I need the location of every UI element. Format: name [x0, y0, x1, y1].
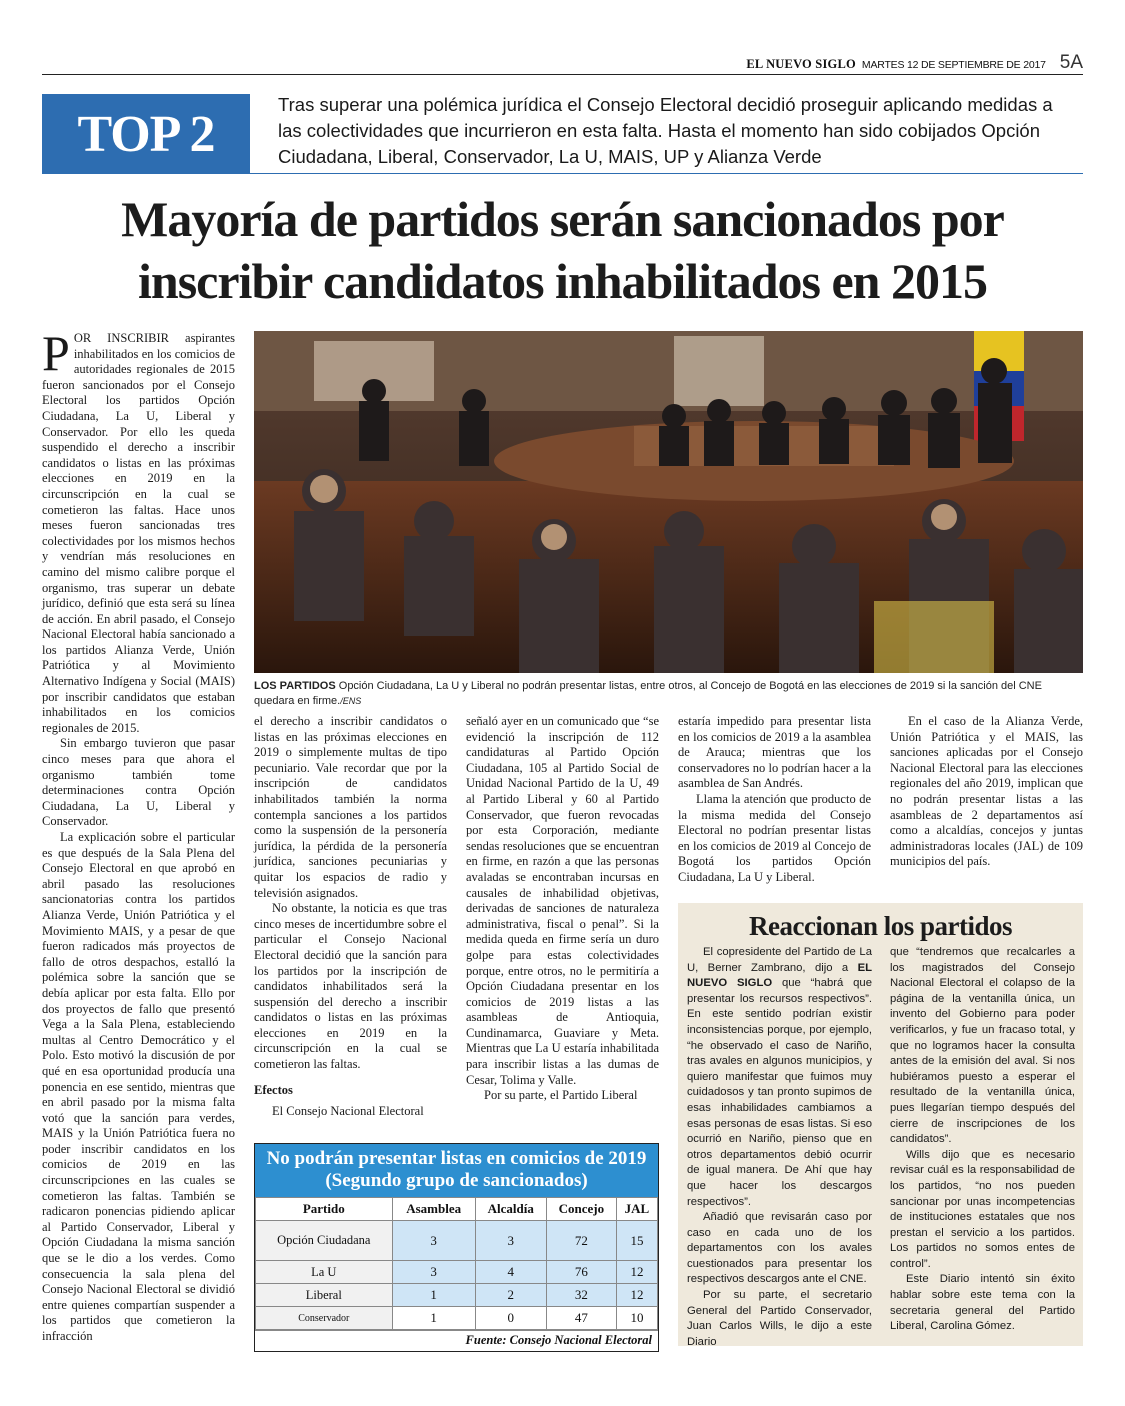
caption-text: Opción Ciudadana, La U y Liberal no podrán presentar listas, entre otros, al Concejo de Bogotá en las elecciones de 2019 si la sanción del CNE quedara en firme. [254, 680, 1042, 707]
value-cell: 3 [392, 1261, 475, 1284]
article-column-1 [42, 325, 236, 1345]
column-header: Partido [256, 1198, 393, 1221]
value-cell: 15 [616, 1221, 657, 1261]
sidebar-paragraph: Añadió que revisarán caso por caso en cada uno de los departamentos con los avales cuestionados para presentar los respectivos descargos ante el CNE. [687, 1211, 872, 1286]
article-paragraph: Por su parte, el Partido Liberal [484, 1088, 638, 1103]
caption-credit: /ENS [340, 695, 362, 706]
table-row [256, 1307, 658, 1330]
article-paragraph: estaría impedido para presentar lista en los comicios de 2019 a la asamblea de Arauca; mientras que los conservadores no lo podrían hacer a la asamblea de San Andrés. [678, 714, 871, 791]
caption-lead: LOS PARTIDOS [254, 680, 336, 692]
party-cell: Opción Ciudadana [256, 1221, 393, 1261]
value-cell: 12 [616, 1284, 657, 1307]
sidebar-paragraph: Este Diario intentó sin éxito hablar sobre este tema con la secretaria general del Partido Liberal, Carolina Gómez. [890, 1273, 1075, 1333]
table-source: Fuente: Consejo Nacional Electoral [255, 1330, 658, 1351]
article-paragraph: El Consejo Nacional Electoral [272, 1104, 424, 1119]
deck-rule [250, 173, 1083, 174]
value-cell: 12 [616, 1261, 657, 1284]
article-lead: OR INSCRIBIR [73, 331, 170, 345]
value-cell: 47 [546, 1307, 616, 1330]
party-cell: Conservador [256, 1307, 393, 1330]
sidebar-column-1 [687, 945, 872, 1350]
table-row [256, 1284, 658, 1307]
article-photo [254, 331, 1083, 673]
sidebar-column-2 [890, 945, 1075, 1335]
article-column-5 [890, 714, 1083, 870]
value-cell: 2 [475, 1284, 546, 1307]
header-rule [42, 74, 1083, 75]
column-header: Alcaldía [475, 1198, 546, 1221]
value-cell: 10 [616, 1307, 657, 1330]
value-cell: 32 [546, 1284, 616, 1307]
value-cell: 76 [546, 1261, 616, 1284]
article-paragraph: Sin embargo tuvieron que pasar cinco meses para que ahora el organismo también tome determinaciones contra Opción Ciudadana, La U, Liberal y Conservador. [42, 736, 235, 829]
article-column-4 [678, 714, 871, 886]
column-header: Asamblea [392, 1198, 475, 1221]
session-hall-photo [254, 331, 1083, 673]
value-cell: 1 [392, 1284, 475, 1307]
headline-line-2: inscribir candidatos inhabilitados en 2015 [138, 253, 987, 309]
value-cell: 4 [475, 1261, 546, 1284]
sidebar-paragraph: Wills dijo que es necesario revisar cuál es la responsabilidad de los partidos, “no nos pueden sancionar por unas incompetencias de instituciones estatales que nos prestan el servicio a los partidos. Los partidos no somos entes de control”. [890, 1148, 1075, 1270]
party-cell: La U [256, 1261, 393, 1284]
headline-line-1: Mayoría de partidos serán sancionados por [121, 191, 1004, 247]
section-label: TOP 2 [77, 105, 215, 163]
table-row [256, 1221, 658, 1261]
drop-cap: P [42, 325, 70, 381]
running-head [746, 52, 1083, 74]
article-paragraph: señaló ayer en un comunicado que “se evidenció la inscripción de 112 candidaturas al Partido Opción Ciudadana, 105 al Partido Social de Unidad Nacional Partido de la U, 49 al Partido Liberal y 60 al Partido Conservador, que fueron revocadas por esta Corporación, mediante sendas resoluciones que se encuentran en firme, en razón a que las personas avaladas se encontraban incursas en causales de inhabilidad objetivas, derivadas de sanciones de naturaleza administrativa, fiscal o penal”. Si la medida queda en firme sería un duro golpe para estas colectividades porque, entre otros, no le permitiría a Opción Ciudadana presentar en los comicios de 2019 listas a las asambleas de Antioquia, Cundinamarca, Guaviare y Meta. Mientras que La U estaría inhabilitada para inscribir listas a las dumas de Cesar, Tolima y Valle. [466, 714, 659, 1087]
value-cell: 3 [475, 1221, 546, 1261]
headline [42, 188, 1083, 312]
sidebar-paragraph: Por su parte, el secretario General del Partido Conservador, Juan Carlos Wills, le dijo a este Diario [687, 1289, 872, 1348]
section-label-box [42, 94, 250, 174]
party-cell: Liberal [256, 1284, 393, 1307]
article-paragraph: En el caso de la Alianza Verde, Unión Patriótica y el MAIS, las sanciones aplicadas por el Consejo Nacional Electoral para las elecciones regionales del año 2019, implican que no podrán presentar listas a las asambleas de 2 departamentos así como a alcaldías, concejos y juntas administradoras locales (JAL) de 109 municipios del país. [890, 714, 1083, 869]
value-cell: 3 [392, 1221, 475, 1261]
newspaper-name: EL NUEVO SIGLO [746, 57, 856, 71]
column-header: Concejo [546, 1198, 616, 1221]
article-subhead: Efectos [254, 1082, 293, 1097]
article-column-2 [254, 714, 447, 1120]
article-paragraph: No obstante, la noticia es que tras cinco meses de incertidumbre sobre el particular el Consejo Nacional Electoral decidió que la sanción para los partidos por la inscripción de candidatos inhabilitados será la suspensión del derecho a inscribir candidatos o listas en las próximas elecciones en 2019 en la circunscripción en la cual se cometieron las faltas. [254, 901, 447, 1072]
article-paragraph: La explicación sobre el particular es que después de la Sala Plena del Consejo Electoral en que aprobó en abril pasado las resoluciones sancionatorias contra los partidos Alianza Verde, Unión Patriótica y el Movimiento MAIS, y a pesar de que fueron radicados más proyectos de fallo de otros despachos, estalló la polémica sobre la sanción que se debía aplicar por esta falta. Ello por dos proyectos de fallo que presentó Vega a la Sala Plena, estableciendo multas al Centro Democrático y el Polo. Esto motivó la discusión de por qué en esa oportunidad producía una ponencia en ese sentido, mientras que en abril pasado por la misma falta votó que la sanción para verdes, MAIS y la Unión Patriótica fuera no poder inscribir candidatos en los comicios de 2019 en las circunscripciones en las cuales se cometieron las faltas. También se radicaron ponencias pidiendo aplicar al Partido Conservador, Liberal y Opción Ciudadana la misma sanción que se le dio a los verdes. Como consecuencia la sala plena del Consejo Nacional Electoral se dividió entre quienes compartían suspender a los partidos que cometieron la infracción [42, 830, 235, 1343]
table-row [256, 1261, 658, 1284]
table-title: No podrán presentar listas en comicios de 2019 (Segundo grupo de sancionados) [255, 1144, 658, 1197]
sidebar-paragraph: que “tendremos que recalcarles a los magistrados del Consejo Nacional Electoral el colapso de la página de la ventanilla única, un invento del Gobierno para poder verificarlos, y fue un fracaso total, y que no logramos hacer la consulta antes de la emisión del aval. Si nos hubiéramos puesto a esperar el resultado de la ventanilla única, pues llegarían tiempo después del cierre de inscripciones de los candidatos”. [890, 946, 1075, 1146]
newspaper-mention: EL NUEVO SIGLO [687, 961, 872, 990]
article-column-3 [466, 714, 659, 1104]
sidebar-title: Reaccionan los partidos [748, 911, 1012, 941]
page-number: 5A [1059, 52, 1083, 73]
sanctions-data-table [255, 1197, 658, 1330]
column-header: JAL [616, 1198, 657, 1221]
article-paragraph: POR INSCRIBIR aspirantes inhabilitados en los comicios de autoridades regionales de 2015 fueron sancionados por el Consejo Electoral los partidos Opción Ciudadana, La U, Liberal y Conservador. Por ello les queda suspendido el derecho a inscribir candidatos o listas en las próximas elecciones en 2019 en la circunscripción en la cual se cometieron las faltas. Hace unos meses fueron sancionadas tres colectividades por los mismos hechos y vendrían más resoluciones en camino del mismo calibre porque el organismo, tras superar un debate jurídico, definió que esta será su línea de acción. En abril pasado, el Consejo Nacional Electoral había sancionado a los partidos Alianza Verde, Unión Patriótica y al Movimiento Alternativo Indígena y Social (MAIS) por inscribir candidatos que estaban inhabilitados en los comicios regionales de 2015. [42, 325, 236, 735]
photo-caption [254, 679, 1083, 708]
value-cell: 1 [392, 1307, 475, 1330]
article-paragraph: el derecho a inscribir candidatos o listas en las próximas elecciones en 2019 o simplemente multas de tipo pecuniario. Vale recordar que por la inscripción de candidatos inhabilitados también la norma contempla sanciones a los partidos como la suspensión de la personería jurídica, la pérdida de la personería jurídica, sanciones pecuniarias y quitar los espacios de radio y televisión asignados. [254, 714, 447, 900]
reactions-sidebar [678, 903, 1083, 1346]
article-paragraph: Llama la atención que producto de la misma medida del Consejo Electoral no podrían presentar listas en los comicios de 2019 al Concejo de Bogotá los partidos Opción Ciudadana, La U y Liberal. [678, 791, 871, 884]
table-header-row [256, 1198, 658, 1221]
article-deck: Tras superar una polémica jurídica el Consejo Electoral decidió proseguir aplicando medidas a las colectividades que incurrieron en esta falta. Hasta el momento han sido cobijados Opción Ciudadana, Liberal, Conservador, La U, MAIS, UP y Alianza Verde [278, 94, 1053, 167]
value-cell: 72 [546, 1221, 616, 1261]
value-cell: 0 [475, 1307, 546, 1330]
sanctions-table [254, 1143, 659, 1352]
sidebar-paragraph: El copresidente del Partido de La U, Berner Zambrano, dijo a EL NUEVO SIGLO que “habrá que presentar los recursos respectivos”. En este sentido podrían existir inconsistencias porque, por ejemplo, “he observado el caso de Nariño, tras avales en algunos municipios, y quiero manifestar que fuimos muy cuidadosos y tan pronto supimos de esas inhabilidades cambiamos a esas personas de esas listas. Si eso ocurrió en Nariño, pienso que en otros departamentos debió ocurrir de igual manera. De Ahí que hay que hacer los descargos respectivos”. [687, 946, 872, 1208]
issue-date: MARTES 12 DE SEPTIEMBRE DE 2017 [861, 59, 1046, 71]
